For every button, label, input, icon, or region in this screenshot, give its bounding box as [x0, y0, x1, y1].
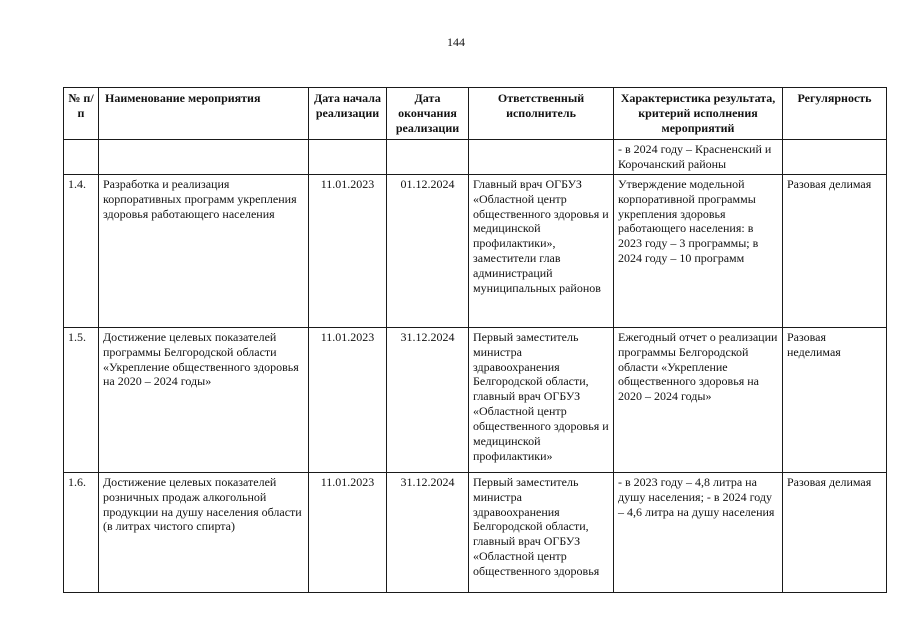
cell-empty — [783, 140, 887, 175]
table-row-continuation — [64, 140, 887, 175]
measures-table — [63, 87, 887, 593]
cell-start-date: 11.01.2023 — [309, 472, 387, 592]
cell-end-date: 31.12.2024 — [387, 472, 469, 592]
cell-empty — [64, 140, 99, 175]
cell-responsible: Первый заместитель министра здравоохранения Белгородской области, главный врач ОГБУЗ «Областной центр общественного здоровья — [469, 472, 614, 592]
cell-empty — [469, 140, 614, 175]
cell-empty — [387, 140, 469, 175]
header-result: Характеристика результата, критерий исполнения мероприятий — [614, 88, 783, 140]
page-number: 144 — [447, 35, 465, 49]
cell-end-date: 31.12.2024 — [387, 327, 469, 472]
cell-result: - в 2023 году – 4,8 литра на душу населения; - в 2024 году – 4,6 литра на душу населения — [614, 472, 783, 592]
cell-name: Разработка и реализация корпоративных программ укрепления здоровья работающего населения — [99, 174, 309, 327]
cell-num: 1.4. — [64, 174, 99, 327]
cell-name: Достижение целевых показателей программы Белгородской области «Укрепление общественного здоровья на 2020 – 2024 годы» — [99, 327, 309, 472]
cell-start-date: 11.01.2023 — [309, 174, 387, 327]
cell-responsible: Первый заместитель министра здравоохранения Белгородской области, главный врач ОГБУЗ «Областной центр общественного здоровья и медицинской профилактики» — [469, 327, 614, 472]
cell-empty — [309, 140, 387, 175]
cell-regularity: Разовая неделимая — [783, 327, 887, 472]
header-end-date: Дата окончания реализации — [387, 88, 469, 140]
header-responsible: Ответственный исполнитель — [469, 88, 614, 140]
cell-num: 1.6. — [64, 472, 99, 592]
cell-regularity: Разовая делимая — [783, 472, 887, 592]
cell-result: Утверждение модельной корпоративной программы укрепления здоровья работающего населения: в 2023 году – 3 программы; в 2024 году – 10 программ — [614, 174, 783, 327]
header-num: № п/п — [64, 88, 99, 140]
cell-result: - в 2024 году – Красненский и Корочанский районы — [614, 140, 783, 175]
table-header-row — [64, 88, 887, 140]
cell-regularity: Разовая делимая — [783, 174, 887, 327]
header-regularity: Регулярность — [783, 88, 887, 140]
cell-end-date: 01.12.2024 — [387, 174, 469, 327]
table-row — [64, 327, 887, 472]
cell-name: Достижение целевых показателей розничных продаж алкогольной продукции на душу населения области (в литрах чистого спирта) — [99, 472, 309, 592]
cell-empty — [99, 140, 309, 175]
cell-result: Ежегодный отчет о реализации программы Белгородской области «Укрепление общественного здоровья на 2020 – 2024 годы» — [614, 327, 783, 472]
cell-start-date: 11.01.2023 — [309, 327, 387, 472]
header-name: Наименование мероприятия — [99, 88, 309, 140]
table-row — [64, 174, 887, 327]
cell-num: 1.5. — [64, 327, 99, 472]
cell-responsible: Главный врач ОГБУЗ «Областной центр общественного здоровья и медицинской профилактики», заместители глав администраций муниципальных районов — [469, 174, 614, 327]
header-start-date: Дата начала реализации — [309, 88, 387, 140]
table-row — [64, 472, 887, 592]
